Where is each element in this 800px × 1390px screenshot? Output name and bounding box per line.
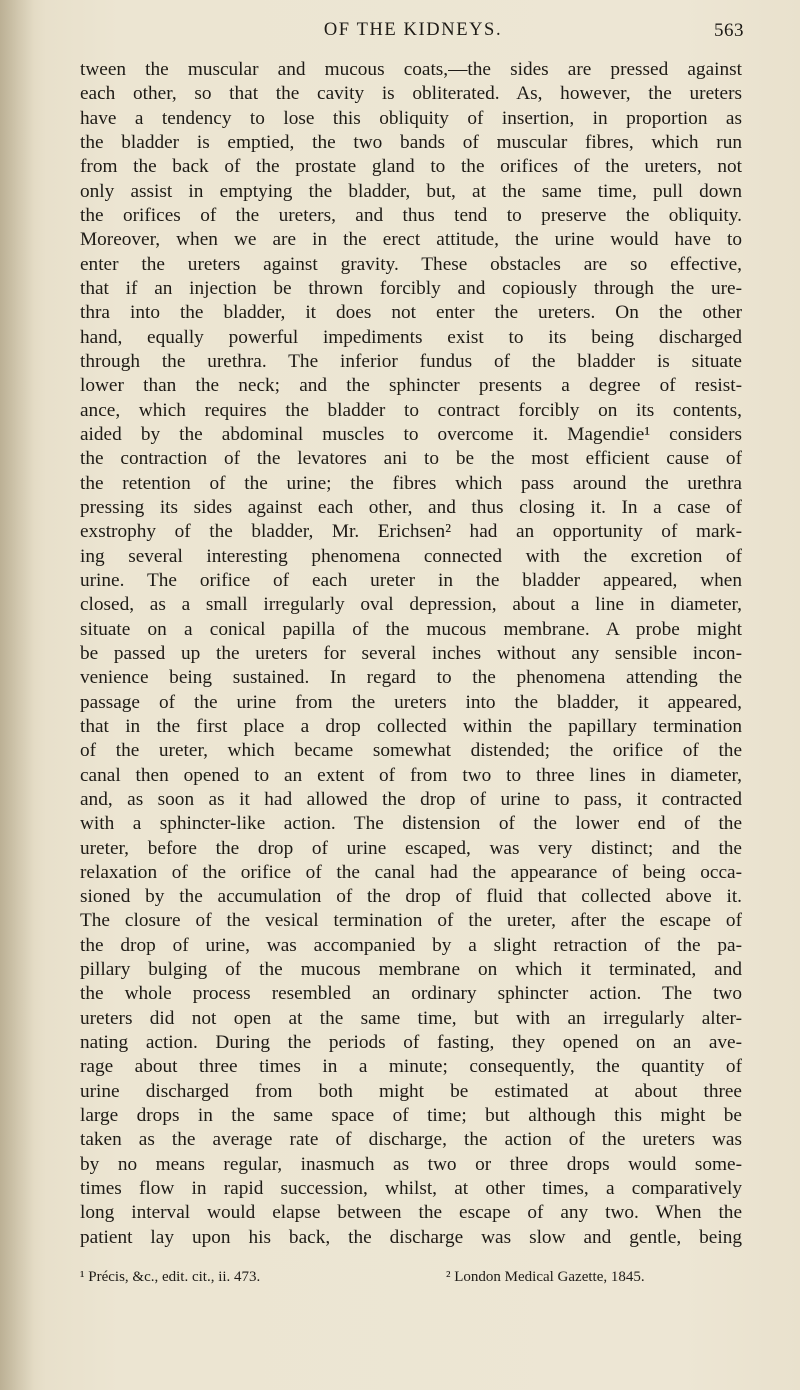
text-line: The closure of the vesical termination of the ureter, after the escape of bbox=[80, 910, 742, 932]
text-line: sioned by the accumulation of the drop of fluid that collected above it. bbox=[80, 886, 742, 908]
footnote-2: ² London Medical Gazette, 1845. bbox=[446, 1269, 645, 1285]
text-line: rage about three times in a minute; consequently, the quantity of bbox=[80, 1056, 742, 1078]
text-line: times flow in rapid succession, whilst, at other times, a comparatively bbox=[80, 1178, 742, 1200]
text-line: the drop of urine, was accompanied by a slight retraction of the pa- bbox=[80, 934, 742, 956]
text-line: closed, as a small irregularly oval depression, about a line in diameter, bbox=[80, 594, 742, 616]
text-line: that in the first place a drop collected within the papillary termination bbox=[80, 715, 742, 737]
text-line: ureter, before the drop of urine escaped, was very distinct; and the bbox=[80, 837, 742, 859]
text-line: that if an injection be thrown forcibly and copiously through the ure- bbox=[80, 277, 742, 299]
text-line: lower than the neck; and the sphincter presents a degree of resist- bbox=[80, 375, 742, 397]
text-line: urine. The orifice of each ureter in the bladder appeared, when bbox=[80, 569, 742, 591]
text-line: only assist in emptying the bladder, but, at the same time, pull down bbox=[80, 180, 742, 202]
text-line: pressing its sides against each other, and thus closing it. In a case of bbox=[80, 496, 742, 518]
text-line: with a sphincter-like action. The distension of the lower end of the bbox=[80, 813, 742, 835]
text-line: Moreover, when we are in the erect attitude, the urine would have to bbox=[80, 229, 742, 251]
text-line: through the urethra. The inferior fundus of the bladder is situate bbox=[80, 350, 742, 372]
text-line: be passed up the ureters for several inches without any sensible incon- bbox=[80, 642, 742, 664]
text-line: hand, equally powerful impediments exist to its being discharged bbox=[80, 326, 742, 348]
binding-gutter-shadow bbox=[0, 0, 34, 1390]
text-line: the contraction of the levatores ani to be the most efficient cause of bbox=[80, 448, 742, 470]
text-line: ance, which requires the bladder to contract forcibly on its contents, bbox=[80, 399, 742, 421]
text-line: passage of the urine from the ureters into the bladder, it appeared, bbox=[80, 691, 742, 713]
text-line: long interval would elapse between the escape of any two. When the bbox=[80, 1202, 742, 1224]
body-text bbox=[80, 58, 742, 1250]
text-line: aided by the abdominal muscles to overcome it. Magendie¹ considers bbox=[80, 423, 742, 445]
text-line: the whole process resembled an ordinary sphincter action. The two bbox=[80, 983, 742, 1005]
text-line: venience being sustained. In regard to the phenomena attending the bbox=[80, 667, 742, 689]
text-line: urine discharged from both might be estimated at about three bbox=[80, 1080, 742, 1102]
text-line: patient lay upon his back, the discharge was slow and gentle, being bbox=[80, 1226, 742, 1248]
footnote-1: ¹ Précis, &c., edit. cit., ii. 473. bbox=[80, 1269, 261, 1285]
text-line: relaxation of the orifice of the canal had the appearance of being occa- bbox=[80, 861, 742, 883]
text-line: large drops in the same space of time; but although this might be bbox=[80, 1105, 742, 1127]
text-line: tween the muscular and mucous coats,—the sides are pressed against bbox=[80, 59, 742, 80]
text-line: canal then opened to an extent of from two to three lines in diameter, bbox=[80, 764, 742, 786]
text-line: pillary bulging of the mucous membrane on which it terminated, and bbox=[80, 959, 742, 981]
text-line: and, as soon as it had allowed the drop of urine to pass, it contracted bbox=[80, 788, 742, 810]
text-line: the orifices of the ureters, and thus tend to preserve the obliquity. bbox=[80, 204, 742, 226]
text-line: of the ureter, which became somewhat distended; the orifice of the bbox=[80, 740, 742, 762]
text-line: ureters did not open at the same time, but with an irregularly alter- bbox=[80, 1007, 742, 1029]
text-line: by no means regular, inasmuch as two or three drops would some- bbox=[80, 1153, 742, 1175]
text-line: nating action. During the periods of fasting, they opened on an ave- bbox=[80, 1032, 742, 1054]
text-line: ing several interesting phenomena connected with the excretion of bbox=[80, 545, 742, 567]
running-head: OF THE KIDNEYS. bbox=[323, 20, 503, 40]
text-line: enter the ureters against gravity. These obstacles are so effective, bbox=[80, 253, 742, 275]
text-line: the bladder is emptied, the two bands of muscular fibres, which run bbox=[80, 131, 742, 153]
page-number: 563 bbox=[714, 20, 744, 41]
footnotes bbox=[80, 1266, 742, 1288]
text-line: exstrophy of the bladder, Mr. Erichsen² had an opportunity of mark- bbox=[80, 521, 742, 543]
text-line: have a tendency to lose this obliquity of insertion, in proportion as bbox=[80, 107, 742, 129]
text-line: from the back of the prostate gland to the orifices of the ureters, not bbox=[80, 156, 742, 178]
text-line: situate on a conical papilla of the mucous membrane. A probe might bbox=[80, 618, 742, 640]
text-line: taken as the average rate of discharge, the action of the ureters was bbox=[80, 1129, 742, 1151]
text-line: each other, so that the cavity is obliterated. As, however, the ureters bbox=[80, 83, 742, 105]
text-line: the retention of the urine; the fibres which pass around the urethra bbox=[80, 472, 742, 494]
page-header bbox=[82, 20, 744, 48]
text-line: thra into the bladder, it does not enter the ureters. On the other bbox=[80, 302, 742, 324]
